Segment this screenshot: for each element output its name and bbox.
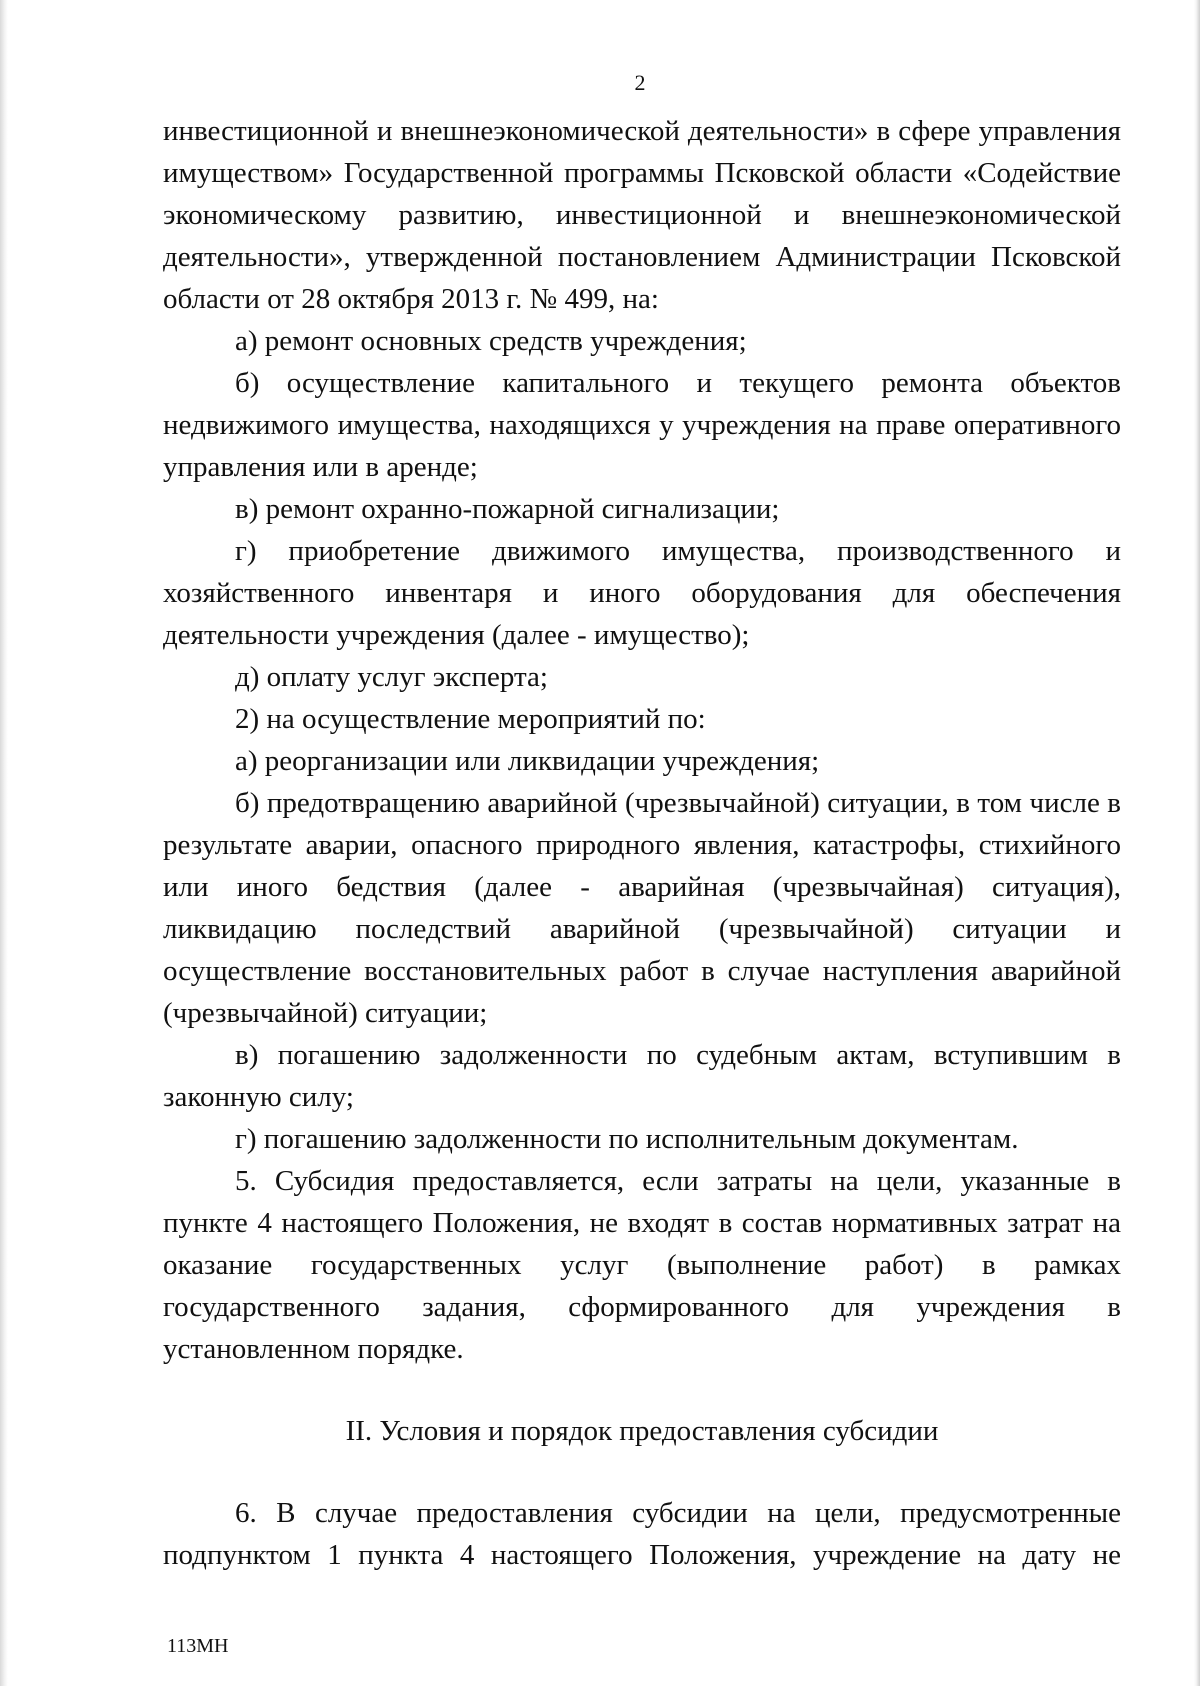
footer-code: 113МН <box>167 1635 229 1657</box>
document-body <box>163 110 1121 1576</box>
list-item-g-executive-debts: г) погашению задолженности по исполнительным документам. <box>235 1123 1019 1155</box>
paragraph-intro: инвестиционной и внешнеэкономической деятельности» в сфере управления имуществом» Государственной программы Псковской области «Содействие экономическому развитию, инвестиционной и внешнеэкономической деятельности», утвержденной постановлением Администрации Псковской области от 28 октября 2013 г. № 499, на: <box>163 115 1121 315</box>
list-item-d-expert-services: д) оплату услуг эксперта; <box>235 661 548 693</box>
list-item-a-reorganization: а) реорганизации или ликвидации учреждения; <box>235 745 820 777</box>
page-number: 2 <box>634 70 646 95</box>
list-item-b-emergency: б) предотвращению аварийной (чрезвычайной) ситуации, в том числе в результате аварии, опасного природного явления, катастрофы, стихийного или иного бедствия (далее - аварийная (чрезвычайная) ситуация), ликвидацию последствий аварийной (чрезвычайной) ситуации и осуществление восстановительных работ в случае наступления аварийной (чрезвычайной) ситуации; <box>163 787 1121 1029</box>
list-item-2-measures: 2) на осуществление мероприятий по: <box>235 703 706 735</box>
section-heading: II. Условия и порядок предоставления субсидии <box>345 1415 939 1447</box>
list-item-v-fire-alarm: в) ремонт охранно-пожарной сигнализации; <box>235 493 780 525</box>
list-item-a-repair-assets: а) ремонт основных средств учреждения; <box>235 325 747 357</box>
scan-edge-left <box>0 0 8 1686</box>
scan-edge-right <box>1194 0 1200 1686</box>
paragraph-5-subsidy: 5. Субсидия предоставляется, если затраты на цели, указанные в пункте 4 настоящего Положения, не входят в состав нормативных затрат на оказание государственных услуг (выполнение работ) в рамках государственного задания, сформированного для учреждения в установленном порядке. <box>163 1165 1121 1365</box>
list-item-g-movable-property: г) приобретение движимого имущества, производственного и хозяйственного инвентаря и иного оборудования для обеспечения деятельности учреждения (далее - имущество); <box>163 535 1121 651</box>
paragraph-6: 6. В случае предоставления субсидии на цели, предусмотренные подпунктом 1 пункта 4 настоящего Положения, учреждение на дату не <box>163 1497 1121 1571</box>
list-item-v-court-debts: в) погашению задолженности по судебным актам, вступившим в законную силу; <box>163 1039 1121 1113</box>
list-item-b-capital-repair: б) осуществление капитального и текущего ремонта объектов недвижимого имущества, находящихся у учреждения на праве оперативного управления или в аренде; <box>163 367 1121 483</box>
